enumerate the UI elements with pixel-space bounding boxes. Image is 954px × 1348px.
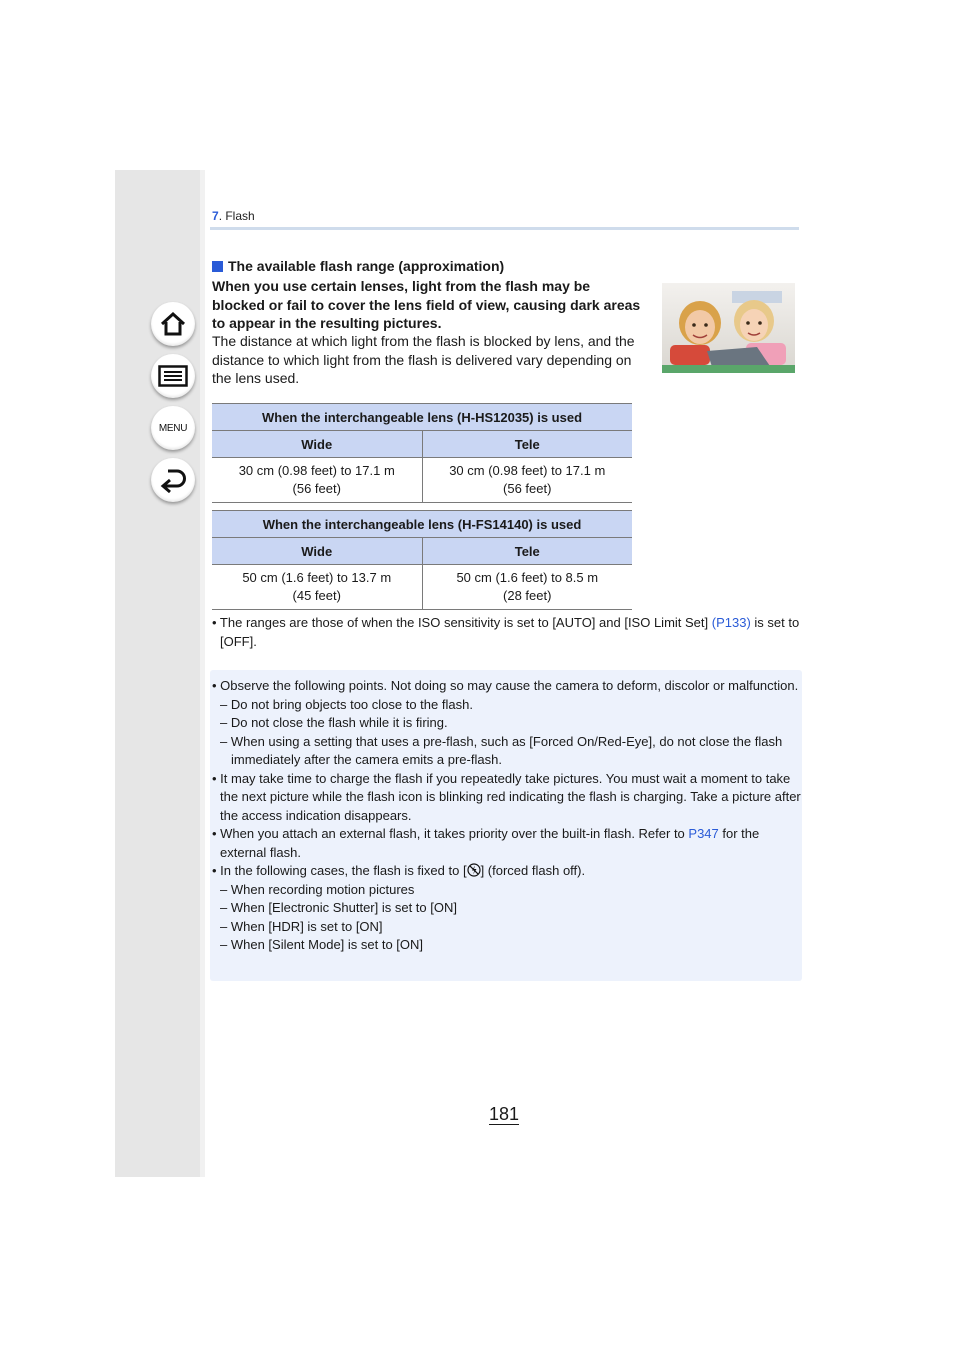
section-heading — [212, 258, 504, 274]
caution-dash: – Do not bring objects too close to the flash. — [220, 696, 473, 712]
header-rule — [210, 227, 799, 230]
menu-button[interactable] — [151, 406, 195, 450]
b3-text-pre: • When you attach an external flash, it takes priority over the built-in flash. Refer to — [212, 826, 689, 841]
caution-dash: – When recording motion pictures — [220, 881, 415, 897]
page-number: 181 — [489, 1104, 520, 1124]
iso-note — [212, 614, 810, 651]
home-icon — [159, 311, 187, 337]
wide-range — [212, 458, 422, 503]
home-button[interactable] — [151, 302, 195, 346]
wide-range-line1: 50 cm (1.6 feet) to 13.7 m — [242, 569, 392, 585]
chapter-title: . Flash — [218, 209, 255, 223]
section-marker-icon — [212, 261, 223, 272]
note-text-pre: • The ranges are those of when the ISO sensitivity is set to [AUTO] and [ISO Limit Set] — [212, 615, 712, 630]
p133-link[interactable]: (P133) — [711, 615, 751, 630]
caution-dash: – When [Silent Mode] is set to [ON] — [220, 937, 424, 952]
b3-text-post: for the external flash. — [220, 826, 760, 860]
col-tele: Tele — [422, 431, 632, 458]
wide-range-line2: (45 feet) — [292, 588, 341, 603]
back-arrow-icon — [158, 467, 188, 493]
children-photo — [662, 283, 795, 373]
caution-bullet — [212, 825, 802, 862]
tele-range — [422, 458, 632, 503]
caution-bullet: • It may take time to charge the flash if you repeatedly take pictures. You must wait a moment to take the next picture while the flash icon is blinking red indicating the flash is charging. Take a picture after the access indication disappears. — [212, 770, 801, 823]
tele-range-line2: (28 feet) — [503, 588, 552, 603]
caution-dash: – When [Electronic Shutter] is set to [ON] — [220, 900, 457, 915]
caution-bullet — [212, 862, 802, 881]
wide-range — [212, 565, 422, 610]
col-wide: Wide — [212, 431, 422, 458]
col-tele: Tele — [422, 538, 632, 565]
contents-button[interactable] — [151, 354, 195, 398]
list-icon — [158, 365, 188, 387]
caution-dash: – When [HDR] is set to [ON] — [220, 918, 383, 934]
caution-list — [212, 677, 802, 955]
table-title: When the interchangeable lens (H-HS12035) is used — [212, 404, 632, 431]
table-title: When the interchangeable lens (H-FS14140) is used — [212, 511, 632, 538]
tele-range-line1: 50 cm (1.6 feet) to 8.5 m — [456, 569, 599, 585]
caution-dash: – When using a setting that uses a pre-flash, such as [Forced On/Red-Eye], do not close the flash immediately after the camera emits a pre-flash. — [220, 733, 783, 767]
sidebar-edge — [200, 170, 205, 1177]
p347-link[interactable]: P347 — [688, 826, 719, 841]
note-text-post: is set to [OFF]. — [220, 615, 800, 649]
caution-dash: – Do not close the flash while it is firing. — [220, 715, 448, 730]
chapter-number: 7 — [212, 209, 219, 223]
body-text: The distance at which light from the flash is blocked by lens, and the distance to which light from the flash is delivered vary depending on the lens used. — [212, 333, 635, 386]
tele-range — [422, 565, 632, 610]
menu-label: MENU — [158, 422, 188, 434]
lens-table-fs14140 — [212, 510, 632, 610]
b4-text-post: ] (forced flash off). — [480, 863, 586, 878]
wide-range-line1: 30 cm (0.98 feet) to 17.1 m — [238, 462, 395, 478]
wide-range-line2: (56 feet) — [292, 481, 341, 496]
b4-text-pre: • In the following cases, the flash is fixed to [ — [212, 863, 467, 878]
tele-range-line2: (56 feet) — [503, 481, 552, 496]
caution-bullet: • Observe the following points. Not doing so may cause the camera to deform, discolor or malfunction. — [212, 678, 799, 693]
back-button[interactable] — [151, 458, 195, 502]
section-heading-text: The available flash range (approximation) — [228, 258, 505, 274]
warning-text: When you use certain lenses, light from the flash may be blocked or fail to cover the lens field of view, causing dark areas to appear in the resulting pictures. — [212, 278, 641, 331]
lens-table-hs12035 — [212, 403, 632, 503]
tele-range-line1: 30 cm (0.98 feet) to 17.1 m — [449, 462, 606, 478]
col-wide: Wide — [212, 538, 422, 565]
flash-off-icon — [467, 863, 481, 877]
breadcrumb — [212, 209, 255, 223]
